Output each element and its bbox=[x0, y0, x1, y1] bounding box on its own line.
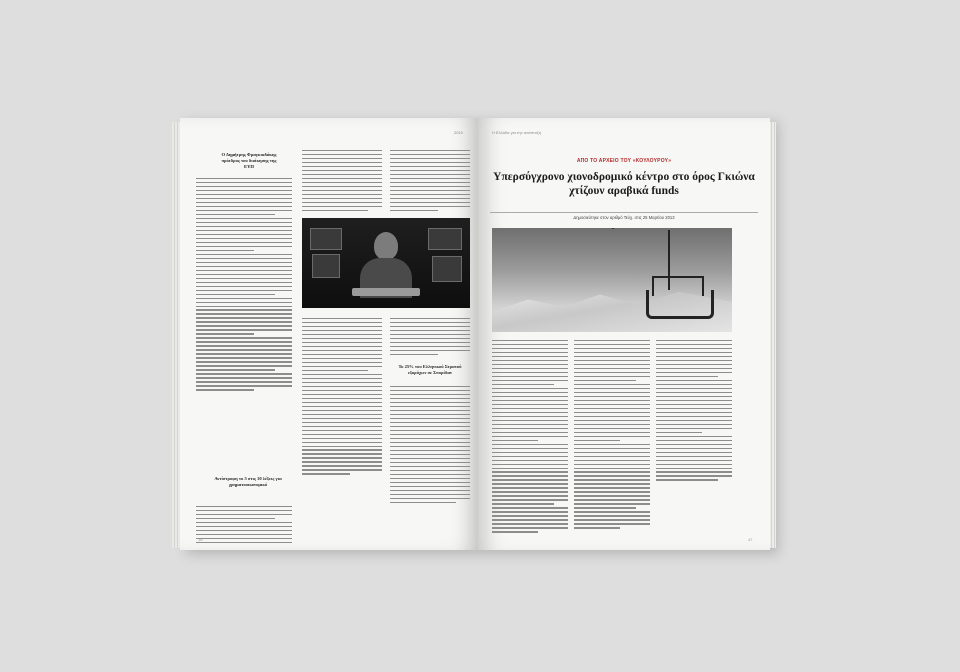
article-byline: Δημοσιεύτηκε στον αριθμό Τεύχ. στις 25 Μαρτίου 2013 bbox=[490, 212, 758, 220]
left-column-3-text-a bbox=[390, 150, 470, 214]
article-headline: Υπερσύγχρονο χιονοδρομικό κέντρο στο όρος Γκιώνα χτίζουν αραβικά funds bbox=[493, 171, 755, 197]
left-folio: 18 bbox=[198, 537, 203, 542]
right-column-1-text bbox=[492, 340, 568, 535]
left-column-3-text-c bbox=[390, 386, 470, 506]
article-kicker: ΑΠΟ ΤΟ ΑΡΧΕΙΟ ΤΟΥ «ΚΟΥΛΟΥΡΟΥ» bbox=[576, 158, 672, 164]
left-column-1-text-a bbox=[196, 178, 292, 393]
left-column-2-text-b bbox=[302, 318, 382, 477]
left-column-3-text-b bbox=[390, 318, 470, 358]
ski-lift-photo bbox=[492, 228, 732, 332]
right-column-2-text bbox=[574, 340, 650, 531]
left-subhead-2: Αντίστροφη το 5 στις 10 λέξεις για χρηματοοικονομικό bbox=[214, 476, 282, 487]
left-column-1-text-b bbox=[196, 506, 292, 546]
right-column-3-text bbox=[656, 340, 732, 483]
left-running-head: 2010 bbox=[454, 130, 463, 135]
right-running-head: Η Ελλάδα για την ανάπτυξη bbox=[492, 130, 541, 135]
left-column-2-text-a bbox=[302, 150, 382, 214]
hacker-photo bbox=[302, 218, 470, 308]
right-folio: 47 bbox=[748, 537, 753, 542]
left-section-title: Ο Δημήτρης Φραγκιαδάκης πρόεδρος του διοίκησης της ΕΥΠ bbox=[221, 152, 277, 169]
left-subhead-1: Το 25% του Ελληνικού Στρατού εξορύχων σε Σπυρίδαν bbox=[398, 364, 462, 375]
